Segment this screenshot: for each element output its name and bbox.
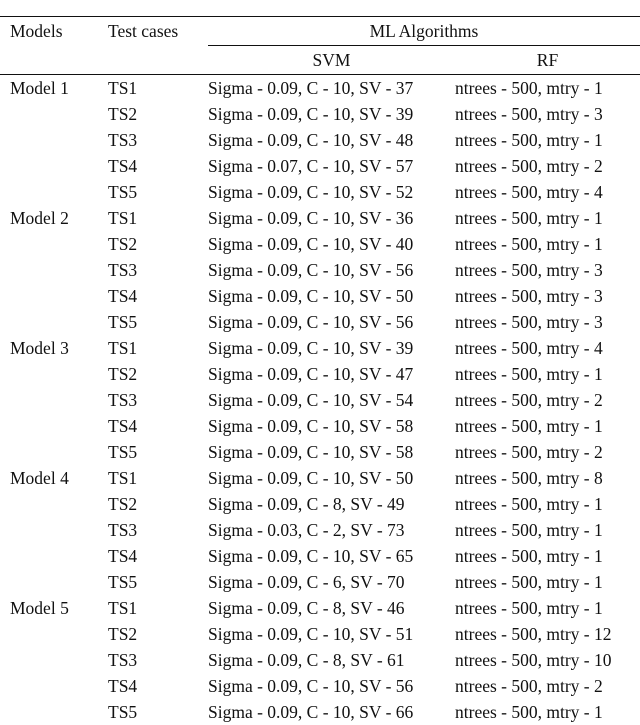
cell-test-case: TS4: [108, 673, 208, 699]
header-spacer: [0, 46, 108, 75]
header-test-cases: Test cases: [108, 17, 208, 46]
cell-model: [0, 569, 108, 595]
cell-svm: Sigma - 0.09, C - 10, SV - 39: [208, 101, 455, 127]
cell-rf: ntrees - 500, mtry - 3: [455, 309, 640, 335]
cell-svm: Sigma - 0.09, C - 8, SV - 46: [208, 595, 455, 621]
cell-model: [0, 543, 108, 569]
header-rf: RF: [455, 46, 640, 75]
cell-test-case: TS2: [108, 491, 208, 517]
cell-test-case: TS1: [108, 335, 208, 361]
table-row: [0, 361, 640, 387]
table-row: [0, 439, 640, 465]
cell-svm: Sigma - 0.09, C - 10, SV - 58: [208, 413, 455, 439]
table-row: [0, 595, 640, 621]
table-row: [0, 673, 640, 699]
cell-rf: ntrees - 500, mtry - 1: [455, 75, 640, 102]
cell-test-case: TS3: [108, 647, 208, 673]
cell-svm: Sigma - 0.09, C - 10, SV - 52: [208, 179, 455, 205]
cell-test-case: TS4: [108, 413, 208, 439]
cell-rf: ntrees - 500, mtry - 3: [455, 257, 640, 283]
cell-rf: ntrees - 500, mtry - 1: [455, 699, 640, 725]
cell-rf: ntrees - 500, mtry - 1: [455, 127, 640, 153]
cell-model: [0, 231, 108, 257]
cell-test-case: TS5: [108, 179, 208, 205]
cell-svm: Sigma - 0.09, C - 10, SV - 40: [208, 231, 455, 257]
cell-svm: Sigma - 0.09, C - 10, SV - 48: [208, 127, 455, 153]
table-row: [0, 569, 640, 595]
cell-test-case: TS3: [108, 127, 208, 153]
cell-model: [0, 439, 108, 465]
cell-test-case: TS2: [108, 361, 208, 387]
cell-test-case: TS3: [108, 257, 208, 283]
cell-svm: Sigma - 0.03, C - 2, SV - 73: [208, 517, 455, 543]
cell-test-case: TS2: [108, 621, 208, 647]
cell-svm: Sigma - 0.09, C - 10, SV - 54: [208, 387, 455, 413]
cell-test-case: TS2: [108, 101, 208, 127]
cell-test-case: TS5: [108, 569, 208, 595]
cell-rf: ntrees - 500, mtry - 1: [455, 491, 640, 517]
table-row: [0, 517, 640, 543]
cell-test-case: TS4: [108, 543, 208, 569]
cell-svm: Sigma - 0.09, C - 10, SV - 51: [208, 621, 455, 647]
header-row-2: [0, 46, 640, 75]
header-models: Models: [0, 17, 108, 46]
header-spacer: [108, 46, 208, 75]
cell-rf: ntrees - 500, mtry - 1: [455, 361, 640, 387]
cell-svm: Sigma - 0.09, C - 6, SV - 70: [208, 569, 455, 595]
cell-model: [0, 127, 108, 153]
cell-model: [0, 699, 108, 725]
cell-test-case: TS2: [108, 231, 208, 257]
table-row: [0, 231, 640, 257]
header-ml-algorithms: ML Algorithms: [208, 17, 640, 46]
cell-model: [0, 517, 108, 543]
cell-rf: ntrees - 500, mtry - 10: [455, 647, 640, 673]
cell-svm: Sigma - 0.09, C - 10, SV - 56: [208, 309, 455, 335]
table-row: [0, 465, 640, 491]
cell-test-case: TS5: [108, 439, 208, 465]
table-header: [0, 17, 640, 75]
cell-svm: Sigma - 0.09, C - 10, SV - 47: [208, 361, 455, 387]
cell-rf: ntrees - 500, mtry - 12: [455, 621, 640, 647]
table-row: [0, 491, 640, 517]
cell-rf: ntrees - 500, mtry - 4: [455, 335, 640, 361]
cell-model: Model 3: [0, 335, 108, 361]
cell-model: [0, 283, 108, 309]
cell-model: [0, 361, 108, 387]
cell-model: [0, 387, 108, 413]
cell-rf: ntrees - 500, mtry - 1: [455, 543, 640, 569]
cell-rf: ntrees - 500, mtry - 1: [455, 413, 640, 439]
cell-svm: Sigma - 0.09, C - 10, SV - 36: [208, 205, 455, 231]
cell-svm: Sigma - 0.09, C - 10, SV - 56: [208, 673, 455, 699]
cell-model: Model 2: [0, 205, 108, 231]
cell-rf: ntrees - 500, mtry - 2: [455, 387, 640, 413]
cell-test-case: TS1: [108, 465, 208, 491]
table-row: [0, 179, 640, 205]
cell-rf: ntrees - 500, mtry - 1: [455, 569, 640, 595]
cell-test-case: TS4: [108, 153, 208, 179]
header-svm: SVM: [208, 46, 455, 75]
cell-test-case: TS3: [108, 517, 208, 543]
cell-svm: Sigma - 0.09, C - 10, SV - 39: [208, 335, 455, 361]
hyperparameter-table: [0, 16, 640, 725]
cell-test-case: TS5: [108, 309, 208, 335]
cell-model: Model 4: [0, 465, 108, 491]
cell-test-case: TS4: [108, 283, 208, 309]
table-row: [0, 205, 640, 231]
cell-rf: ntrees - 500, mtry - 3: [455, 283, 640, 309]
cell-rf: ntrees - 500, mtry - 3: [455, 101, 640, 127]
cell-svm: Sigma - 0.09, C - 10, SV - 50: [208, 283, 455, 309]
cell-rf: ntrees - 500, mtry - 2: [455, 153, 640, 179]
table-row: [0, 101, 640, 127]
cell-test-case: TS1: [108, 75, 208, 102]
cell-model: [0, 257, 108, 283]
cell-svm: Sigma - 0.09, C - 10, SV - 56: [208, 257, 455, 283]
table-row: [0, 153, 640, 179]
cell-model: [0, 309, 108, 335]
cell-model: Model 1: [0, 75, 108, 102]
cell-rf: ntrees - 500, mtry - 1: [455, 205, 640, 231]
cell-svm: Sigma - 0.09, C - 10, SV - 37: [208, 75, 455, 102]
cell-rf: ntrees - 500, mtry - 2: [455, 439, 640, 465]
table-row: [0, 699, 640, 725]
cell-model: [0, 413, 108, 439]
cell-model: [0, 101, 108, 127]
cell-test-case: TS3: [108, 387, 208, 413]
cell-model: [0, 179, 108, 205]
table-row: [0, 309, 640, 335]
cell-model: [0, 621, 108, 647]
cell-svm: Sigma - 0.09, C - 8, SV - 49: [208, 491, 455, 517]
cell-test-case: TS5: [108, 699, 208, 725]
table-row: [0, 543, 640, 569]
table-row: [0, 647, 640, 673]
cell-svm: Sigma - 0.07, C - 10, SV - 57: [208, 153, 455, 179]
table-row: [0, 283, 640, 309]
table-row: [0, 127, 640, 153]
cell-test-case: TS1: [108, 205, 208, 231]
cell-svm: Sigma - 0.09, C - 8, SV - 61: [208, 647, 455, 673]
table-row: [0, 387, 640, 413]
table-row: [0, 257, 640, 283]
cell-rf: ntrees - 500, mtry - 2: [455, 673, 640, 699]
cell-model: Model 5: [0, 595, 108, 621]
cell-rf: ntrees - 500, mtry - 4: [455, 179, 640, 205]
cell-rf: ntrees - 500, mtry - 8: [455, 465, 640, 491]
header-row-1: [0, 17, 640, 46]
table-row: [0, 75, 640, 102]
table-row: [0, 335, 640, 361]
table-row: [0, 621, 640, 647]
cell-model: [0, 153, 108, 179]
cell-svm: Sigma - 0.09, C - 10, SV - 50: [208, 465, 455, 491]
table-row: [0, 413, 640, 439]
cell-rf: ntrees - 500, mtry - 1: [455, 231, 640, 257]
cell-svm: Sigma - 0.09, C - 10, SV - 66: [208, 699, 455, 725]
cell-svm: Sigma - 0.09, C - 10, SV - 58: [208, 439, 455, 465]
cell-model: [0, 647, 108, 673]
cell-rf: ntrees - 500, mtry - 1: [455, 517, 640, 543]
cell-test-case: TS1: [108, 595, 208, 621]
table-body: [0, 75, 640, 725]
cell-svm: Sigma - 0.09, C - 10, SV - 65: [208, 543, 455, 569]
cell-model: [0, 673, 108, 699]
cell-rf: ntrees - 500, mtry - 1: [455, 595, 640, 621]
cell-model: [0, 491, 108, 517]
